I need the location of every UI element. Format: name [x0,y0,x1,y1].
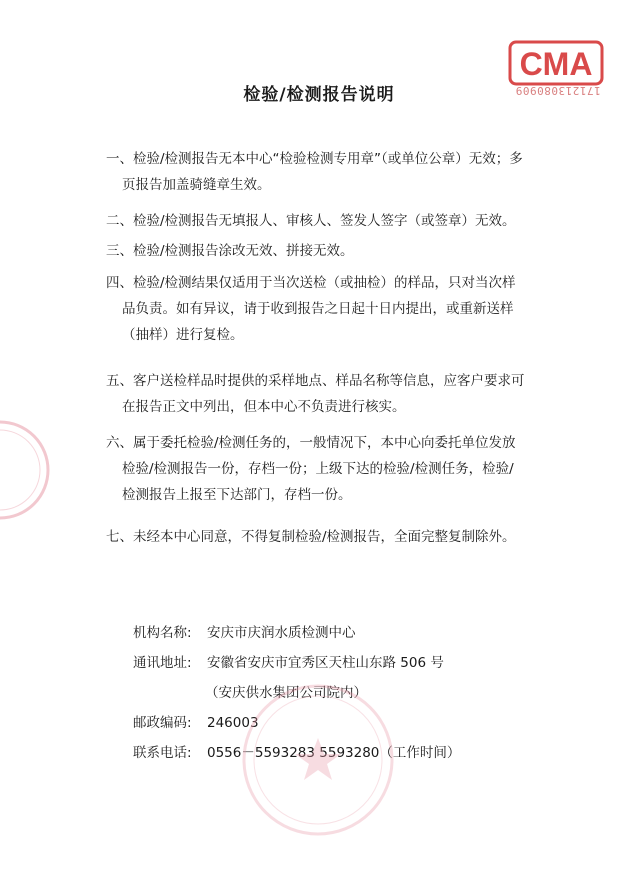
zip-label: 邮政编码: [133,715,192,731]
list-item [106,208,566,234]
cma-logo-text: CMA [519,46,593,82]
list-item [106,368,566,420]
address-value: 安徽省安庆市宜秀区天柱山东路 506 号 [207,655,444,671]
org-label: 机构名称: [133,625,192,641]
item-line: 七、未经本中心同意，不得复制检验/检测报告，全面完整复制除外。 [106,529,516,545]
phone-label: 联系电话: [133,745,192,761]
item-line: 一、检验/检测报告无本中心“检验检测专用章”（或单位公章）无效；多 [106,151,523,167]
item-line: 三、检验/检测报告涂改无效、拼接无效。 [106,243,354,259]
address-row [133,648,460,678]
zip-value: 246003 [207,715,259,731]
list-item [106,238,566,264]
list-item [106,524,566,550]
org-value: 安庆市庆润水质检测中心 [207,625,356,641]
list-item [106,430,566,508]
list-item [106,270,566,348]
phone-value: 0556－5593283 5593280（工作时间） [207,745,461,761]
address-label: 通讯地址: [133,655,192,671]
address-note: （安庆供水集团公司院内） [205,685,367,701]
seal-stamp [238,680,398,840]
item-line: 品负责。如有异议，请于收到报告之日起十日内提出，或重新送样 [122,301,514,317]
item-line: （抽样）进行复检。 [122,327,244,343]
item-line: 六、属于委托检验/检测任务的，一般情况下，本中心向委托单位发放 [106,435,516,451]
item-line: 五、客户送检样品时提供的采样地点、样品名称等信息，应客户要求可 [106,373,525,389]
item-line: 四、检验/检测结果仅适用于当次送检（或抽检）的样品，只对当次样 [106,275,516,291]
item-line: 检测报告上报至下达部门，存档一份。 [122,487,352,503]
seal-stamp-partial [0,418,52,522]
item-line: 页报告加盖骑缝章生效。 [122,177,271,193]
item-line: 在报告正文中列出，但本中心不负责进行核实。 [122,399,406,415]
list-item [106,146,566,198]
org-row [133,618,460,648]
item-line: 检验/检测报告一份，存档一份；上级下达的检验/检测任务，检验/ [122,461,514,477]
page-title: 检验/检测报告说明 [243,85,395,105]
item-line: 二、检验/检测报告无填报人、审核人、签发人签字（或签章）无效。 [106,213,516,229]
cma-number: 171213080909 [515,84,601,97]
